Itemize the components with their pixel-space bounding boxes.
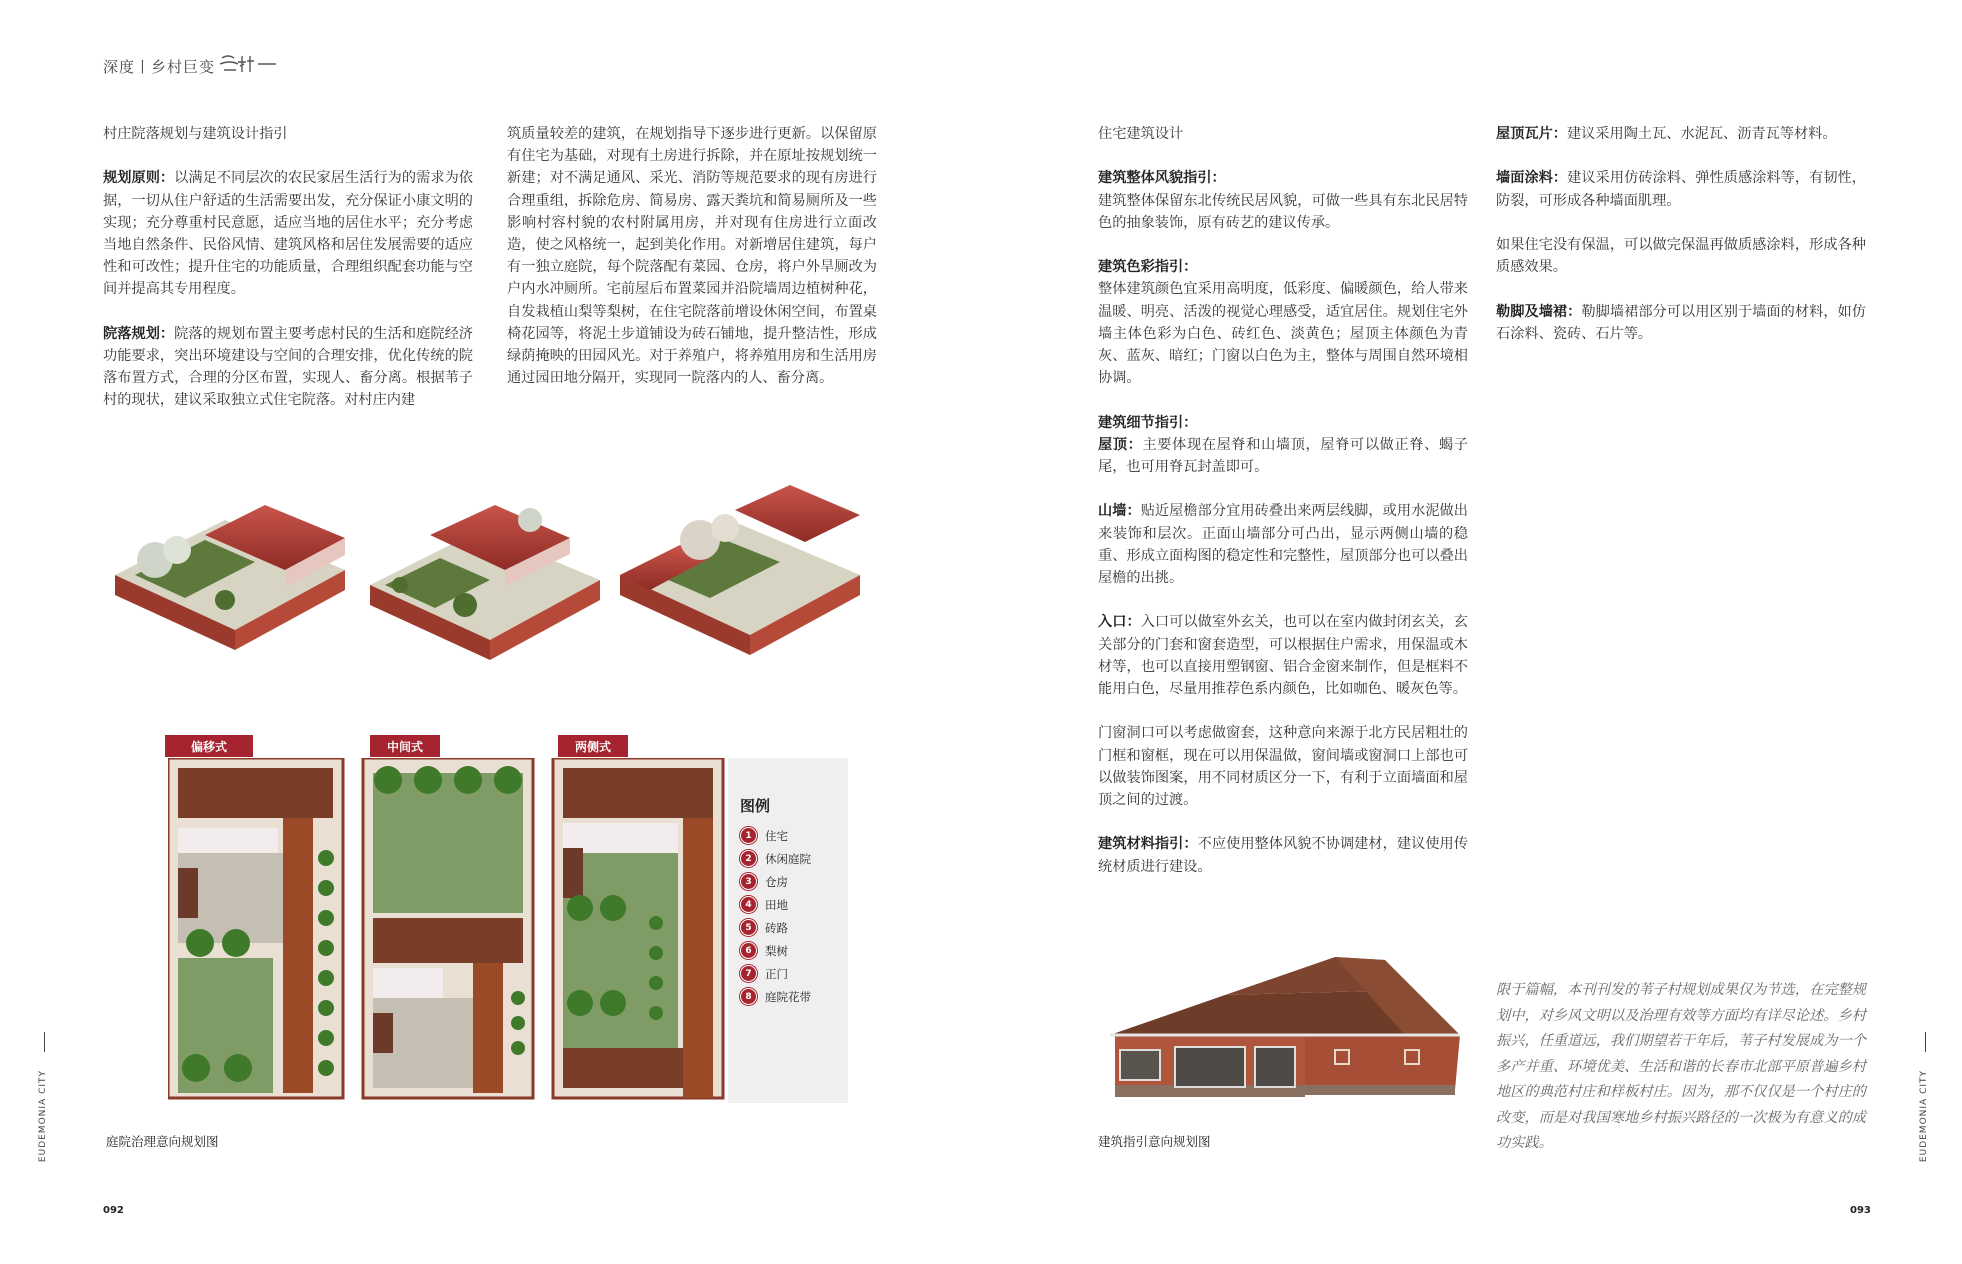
- right-column-1: [1098, 123, 1468, 900]
- plan-label-both-sides: 两侧式: [558, 735, 628, 757]
- running-header: 深度丨乡村巨变: [103, 58, 216, 76]
- house-rendering: [1105, 955, 1465, 1110]
- paragraph-plinth: 勒脚及墙裙：勒脚墙裙部分可以用区别于墙面的材料，如仿石涂料、瓷砖、石片等。: [1496, 303, 1866, 342]
- left-column-1: [103, 123, 473, 434]
- figure-caption-right: 建筑指引意向规划图: [1098, 1134, 1211, 1149]
- side-text-left: EUDEMONIA CITY: [38, 1070, 48, 1163]
- paragraph-building-renewal: 筑质量较差的建筑，在规划指导下逐步进行更新。以保留原有住宅为基础，对现有土房进行拆除，并在原址按规划统一新建；对不满足通风、采光、消防等规范要求的现有房进行合理重组，拆除危房、简易房、露天粪坑和简易厕所及一些影响村容村貌的农村附属用房，并对现有住房进行立面改造，使之风格统一，起到美化作用。对新增居住建筑，每户有一独立庭院，每个院落配有菜园、仓房，将户外旱厕改为户内水冲厕所。宅前屋后布置菜园并沿院墙周边植树种花，自发栽植山梨等梨树，在住宅院落前增设休闲空间，布置桌椅花园等，将泥土步道铺设为砖石铺地，提升整洁性，形成绿荫掩映的田园风光。对于养殖户，将养殖用房和生活用房通过园田地分隔开，实现同一院落内的人、畜分离。: [507, 126, 877, 387]
- page-number-left: 092: [103, 1205, 124, 1216]
- legend-item: 8 庭院花带: [740, 985, 850, 1008]
- plan-legend: [740, 795, 850, 1008]
- paragraph-courtyard-planning: 院落规划：院落的规划布置主要考虑村民的生活和庭院经济功能要求，突出环境建设与空间的合理安排，优化传统的院落布置方式，合理的分区布置，实现人、畜分离。根据苇子村的现状，建议采取独立式住宅院落。对村庄内建: [103, 325, 473, 409]
- legend-item: 5 砖路: [740, 916, 850, 939]
- side-text-right: EUDEMONIA CITY: [1919, 1070, 1929, 1163]
- plan-both-sides: [553, 758, 723, 1098]
- paragraph-overall-style: 建筑整体风貌指引： 建筑整体保留东北传统民居风貌，可做一些具有东北民居特色的抽象装饰，原有砖艺的建议传承。: [1098, 170, 1468, 231]
- village-logo-icon: [218, 52, 278, 76]
- left-column-2: [507, 123, 877, 412]
- paragraph-color: 建筑色彩指引： 整体建筑颜色宜采用高明度，低彩度、偏暖颜色，给人带来温暖、明亮、活泼的视觉心理感受，适宜居住。规划住宅外墙主体色彩为白色、砖红色、淡黄色；屋顶主体颜色为青灰、蓝灰、暗红；门窗以白色为主，整体与周围自然环境相协调。: [1098, 259, 1468, 387]
- legend-item: 2 休闲庭院: [740, 847, 850, 870]
- paragraph-openings: 门窗洞口可以考虑做窗套，这种意向来源于北方民居粗壮的门框和窗框，现在可以用保温做，窗间墙或窗洞口上部也可以做装饰图案，用不同材质区分一下，有利于立面墙面和屋顶之间的过渡。: [1098, 725, 1468, 808]
- legend-item: 4 田地: [740, 893, 850, 916]
- paragraph-entrance: 入口：入口可以做室外玄关，也可以在室内做封闭玄关，玄关部分的门套和窗套造型，可以根据住户需求，用保温或木材等，也可以直接用塑钢窗、铝合金窗来制作，但是框料不能用白色，尽量用推荐色系内颜色，比如咖色、暖灰色等。: [1098, 614, 1468, 697]
- paragraph-gable: 山墙：贴近屋檐部分宜用砖叠出来两层线脚，或用水泥做出来装饰和层次。正面山墙部分可凸出，显示两侧山墙的稳重、形成立面构图的稳定性和完整性，屋顶部分也可以叠出屋檐的出挑。: [1098, 503, 1468, 586]
- courtyard-3d-renderings: [110, 470, 880, 690]
- legend-item: 3 仓房: [740, 870, 850, 893]
- legend-title: 图例: [740, 797, 771, 815]
- plan-label-center: 中间式: [370, 735, 440, 757]
- paragraph-details: 建筑细节指引： 屋顶：主要体现在屋脊和山墙顶，屋脊可以做正脊、蝎子尾，也可用脊瓦封盖即可。: [1098, 414, 1468, 475]
- figure-caption-left: 庭院治理意向规划图: [106, 1134, 219, 1149]
- page-number-right: 093: [1850, 1205, 1871, 1216]
- section-title: 住宅建筑设计: [1098, 126, 1184, 142]
- closing-quote: 限于篇幅，本刊刊发的苇子村规划成果仅为节选，在完整规划中，对乡风文明以及治理有效等方面均有详尽论述。乡村振兴，任重道远，我们期望若干年后，苇子村发展成为一个多产并重、环境优美、生活和谐的长春市北部平原普遍乡村地区的典范村庄和样板村庄。因为，那不仅仅是一个村庄的改变，而是对我国寒地乡村振兴路径的一次极为有意义的成功实践。: [1496, 982, 1866, 1151]
- legend-item: 6 梨树: [740, 939, 850, 962]
- rendering-offset: [115, 505, 345, 650]
- paragraph-insulation: 如果住宅没有保温，可以做完保温再做质感涂料，形成各种质感效果。: [1496, 236, 1866, 276]
- paragraph-wall-coating: 墙面涂料：建议采用仿砖涂料、弹性质感涂料等，有韧性，防裂，可形成各种墙面肌理。: [1496, 170, 1866, 209]
- legend-item: 1 住宅: [740, 824, 850, 847]
- paragraph-materials: 建筑材料指引：不应使用整体风貌不协调建材，建议使用传统材质进行建设。: [1098, 836, 1468, 875]
- plan-center: [363, 758, 533, 1098]
- side-divider: [44, 1032, 45, 1052]
- section-title: 村庄院落规划与建筑设计指引: [103, 126, 288, 142]
- plan-label-offset: 偏移式: [165, 735, 253, 757]
- rendering-both-sides: [620, 485, 860, 655]
- plan-offset: [168, 758, 343, 1098]
- paragraph-planning-principle: 规划原则：以满足不同层次的农民家居生活行为的需求为依据，一切从住户舒适的生活需要出发，充分保证小康文明的实现；充分尊重村民意愿，适应当地的居住水平；充分考虑当地自然条件、民俗风情、建筑风格和居住发展需要的适应性和可改性；提升住宅的功能质量，合理组织配套功能与空间并提高其专用程度。: [103, 170, 473, 298]
- side-divider: [1925, 1032, 1926, 1052]
- legend-item: 7 正门: [740, 962, 850, 985]
- rendering-center: [370, 505, 600, 660]
- paragraph-roof-tiles: 屋顶瓦片：建议采用陶土瓦、水泥瓦、沥青瓦等材料。: [1496, 126, 1837, 142]
- right-column-2: [1496, 123, 1866, 367]
